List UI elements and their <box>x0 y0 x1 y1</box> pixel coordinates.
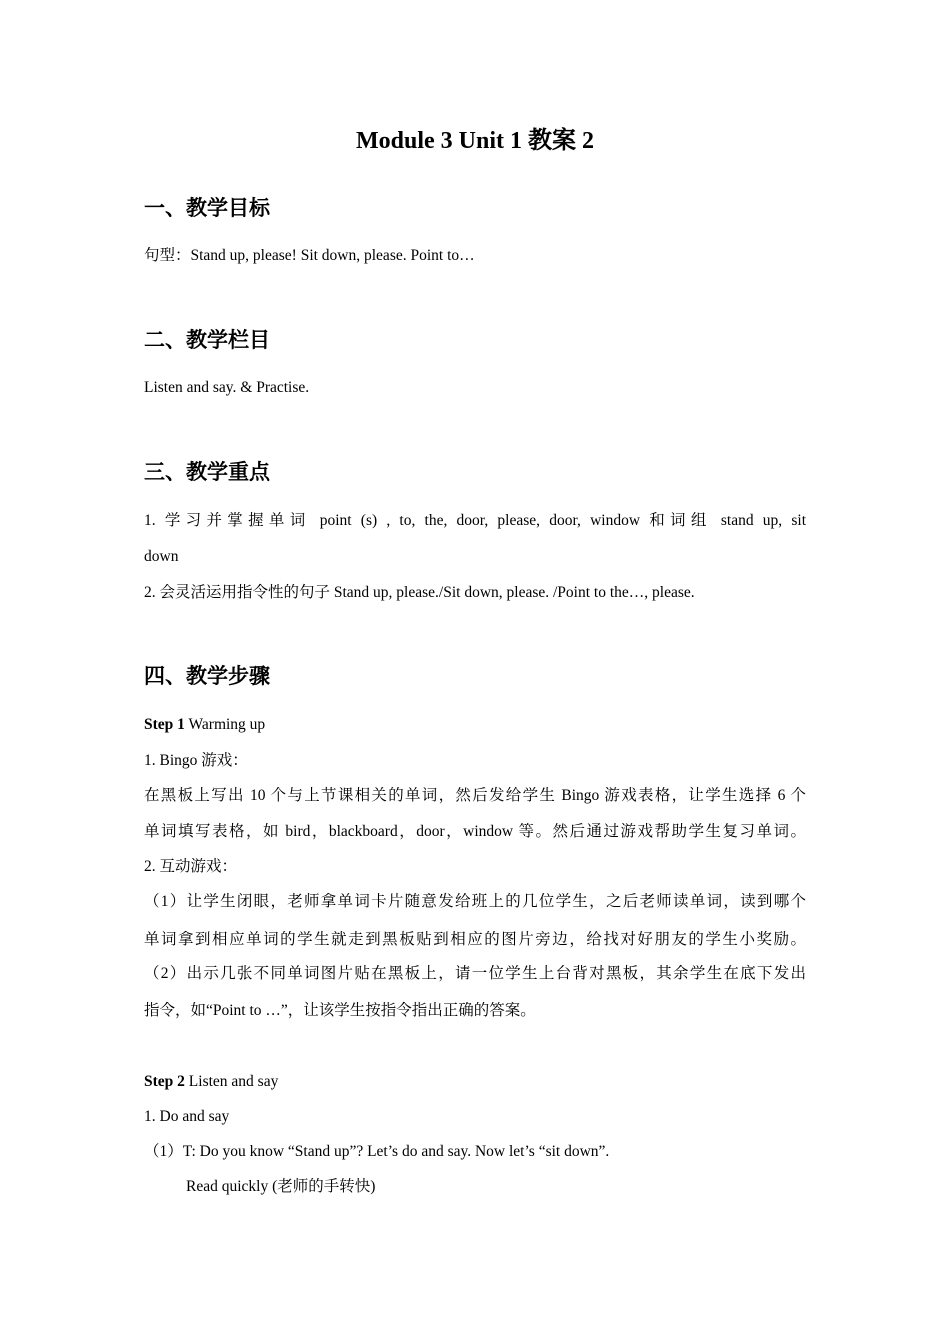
section-heading-key-points: 三、教学重点 <box>144 460 270 484</box>
interactive-game-2-line-1: （2）出示几张不同单词图片贴在黑板上，请一位学生上台背对黑板，其余学生在底下发出 <box>144 965 806 982</box>
step-1-title: Warming up <box>184 716 266 733</box>
bingo-description-line-2: 单词填写表格，如 bird，blackboard，door，window 等。然后通过游戏帮助学生复习单词。 <box>144 823 806 840</box>
columns-text: Listen and say. & Practise. <box>144 379 310 396</box>
key-point-1-line-2: down <box>144 548 179 565</box>
step-2-heading <box>144 1071 278 1093</box>
dialog-line-2: Read quickly (老师的手转快) <box>186 1178 376 1195</box>
interactive-game-item: 2. 互动游戏： <box>144 858 238 875</box>
dialog-line-1: （1）T: Do you know “Stand up”? Let’s do and say. Now let’s “sit down”. <box>144 1143 610 1160</box>
do-and-say-item: 1. Do and say <box>144 1108 230 1125</box>
section-heading-objectives: 一、教学目标 <box>144 196 270 220</box>
interactive-game-1-line-2: 单词拿到相应单词的学生就走到黑板贴到相应的图片旁边，给找对好朋友的学生小奖励。 <box>144 931 806 948</box>
step-1-heading <box>144 714 265 736</box>
section-heading-steps: 四、教学步骤 <box>144 664 270 688</box>
key-point-2: 2. 会灵活运用指令性的句子 Stand up, please./Sit down, please. /Point to the…, please. <box>144 584 695 601</box>
step-2-label: Step 2 <box>144 1073 185 1090</box>
interactive-game-1-line-1: （1）让学生闭眼，老师拿单词卡片随意发给班上的几位学生，之后老师读单词，读到哪个 <box>144 893 806 910</box>
bingo-item: 1. Bingo 游戏： <box>144 752 248 769</box>
interactive-game-2-line-2: 指令，如“Point to …”，让该学生按指令指出正确的答案。 <box>144 1002 536 1019</box>
key-point-1-line-1: 1. 学习并掌握单词 point (s) , to, the, door, please, door, window 和词组 stand up, sit <box>144 512 806 529</box>
section-heading-columns: 二、教学栏目 <box>144 328 270 352</box>
document-title: Module 3 Unit 1 教案 2 <box>355 128 594 154</box>
step-1-label: Step 1 <box>144 716 185 733</box>
bingo-description-line-1: 在黑板上写出 10 个与上节课相关的单词，然后发给学生 Bingo 游戏表格，让学生选择 6 个 <box>144 787 806 804</box>
objectives-text: 句型：Stand up, please! Sit down, please. Point to… <box>144 247 475 264</box>
step-2-title: Listen and say <box>184 1073 279 1090</box>
